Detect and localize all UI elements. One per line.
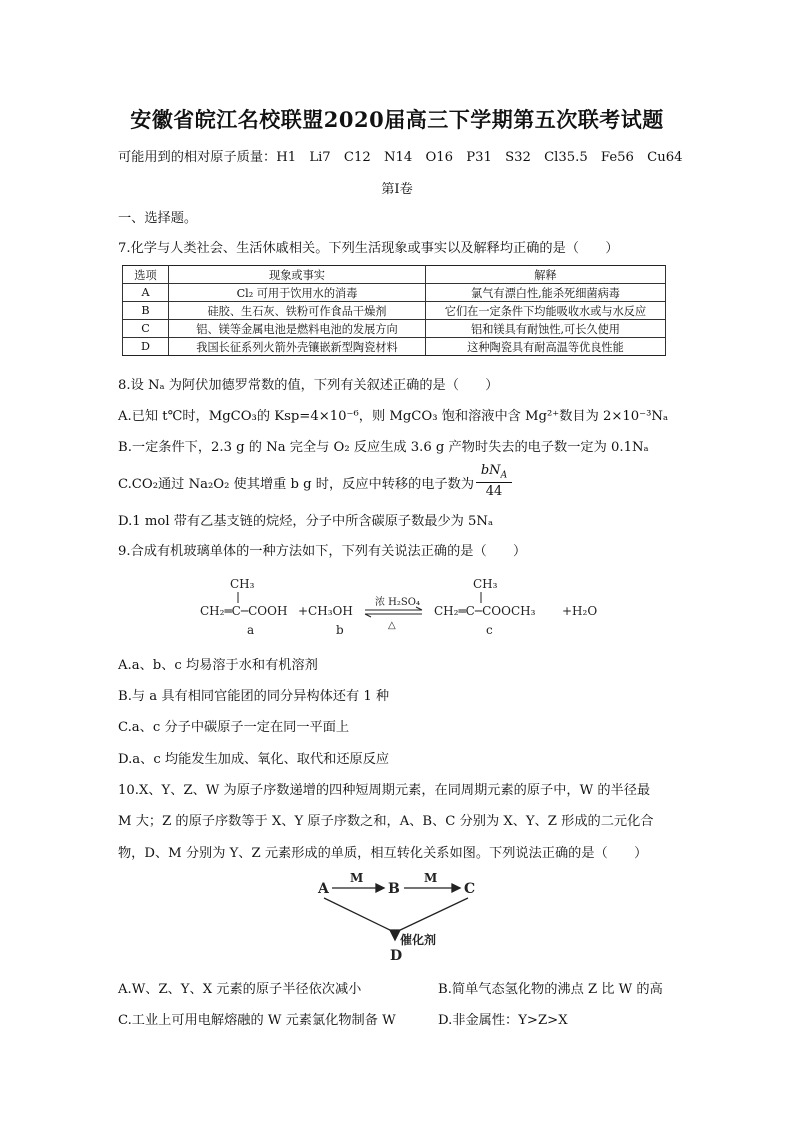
table-header-phenomenon: 现象或事实 bbox=[169, 266, 426, 284]
q9-option-c: C.a、c 分子中碳原子一定在同一平面上 bbox=[118, 720, 350, 735]
q10-option-d: D.非金属性：Y>Z>X bbox=[438, 1013, 568, 1028]
line-c-d bbox=[396, 898, 468, 932]
methyl-label-c: CH₃ bbox=[473, 577, 498, 591]
condition-bottom: △ bbox=[388, 620, 396, 631]
table-header-option: 选项 bbox=[123, 266, 169, 284]
q9-option-d: D.a、c 均能发生加成、氧化、取代和还原反应 bbox=[118, 752, 390, 767]
catalyst-label: 催化剂 bbox=[400, 933, 437, 947]
section-heading: 一、选择题。 bbox=[118, 211, 198, 226]
table-cell: 硅胶、生石灰、铁粉可作食品干燥剂 bbox=[169, 302, 426, 320]
q9-option-a: A.a、b、c 均易溶于水和有机溶剂 bbox=[118, 658, 318, 673]
label-b: b bbox=[336, 623, 344, 637]
table-header-explanation: 解释 bbox=[426, 266, 666, 284]
table-row bbox=[123, 320, 666, 338]
q10-option-c: C.工业上可用电解熔融的 W 元素氯化物制备 W bbox=[118, 1013, 396, 1028]
arrowhead-d bbox=[390, 930, 400, 940]
q7-stem: 7.化学与人类社会、生活休戚相关。下列生活现象或事实以及解释均正确的是（ ） bbox=[118, 241, 619, 256]
atomic-masses: 可能用到的相对原子质量：H1 Li7 C12 N14 O16 P31 S32 Cl35.5 Fe56 Cu64 bbox=[118, 150, 683, 165]
q7-table bbox=[122, 265, 666, 356]
conversion-diagram bbox=[310, 868, 490, 968]
node-a: A bbox=[318, 881, 329, 897]
table-cell: B bbox=[123, 302, 169, 320]
q9-stem: 9.合成有机玻璃单体的一种方法如下，下列有关说法正确的是（ ） bbox=[118, 544, 527, 559]
table-cell: 铝、镁等金属电池是燃料电池的发展方向 bbox=[169, 320, 426, 338]
q10-stem-line1: 10.X、Y、Z、W 为原子序数递增的四种短周期元素，在同周期元素的原子中，W 的半径最 bbox=[118, 783, 651, 798]
q8-option-c: C.CO₂通过 Na₂O₂ 使其增重 b g 时，反应中转移的电子数为 bbox=[118, 477, 475, 492]
q8-option-d: D.1 mol 带有乙基支链的烷烃，分子中所含碳原子数最少为 5Nₐ bbox=[118, 514, 494, 529]
compound-a: CH₂═C─COOH bbox=[200, 604, 288, 618]
q8-option-b: B.一定条件下，2.3 g 的 Na 完全与 O₂ 反应生成 3.6 g 产物时失去的电子数一定为 0.1Nₐ bbox=[118, 440, 649, 455]
node-c: C bbox=[464, 881, 476, 897]
table-cell: 氯气有漂白性,能杀死细菌病毒 bbox=[426, 284, 666, 302]
arrow-label-m2: M bbox=[424, 871, 438, 885]
line-a-d bbox=[324, 898, 394, 932]
q8-stem: 8.设 Nₐ 为阿伏加德罗常数的值，下列有关叙述正确的是（ ） bbox=[118, 378, 499, 393]
compound-b: +CH₃OH bbox=[298, 604, 353, 618]
page-title: 安徽省皖江名校联盟2020届高三下学期第五次联考试题 bbox=[130, 107, 664, 132]
arrowhead bbox=[376, 884, 384, 892]
compound-c: CH₂═C─COOCH₃ bbox=[434, 604, 536, 618]
arrow-label-m1: M bbox=[350, 871, 364, 885]
table-header-row bbox=[123, 266, 666, 284]
fraction-numerator: $bN_A$ bbox=[476, 463, 512, 483]
table-cell: 我国长征系列火箭外壳镶嵌新型陶瓷材料 bbox=[169, 338, 426, 356]
node-d: D bbox=[390, 948, 403, 964]
q10-stem-line3: 物，D、M 分别为 Y、Z 元素形成的单质，相互转化关系如图。下列说法正确的是（ ） bbox=[118, 846, 648, 861]
label-a: a bbox=[247, 623, 255, 637]
methyl-label-a: CH₃ bbox=[230, 577, 255, 591]
table-row bbox=[123, 338, 666, 356]
node-b: B bbox=[388, 881, 400, 897]
arrowhead bbox=[452, 884, 460, 892]
q10-option-b: B.简单气态氢化物的沸点 Z 比 W 的高 bbox=[438, 982, 663, 997]
table-cell: C bbox=[123, 320, 169, 338]
table-row bbox=[123, 302, 666, 320]
label-c: c bbox=[486, 623, 493, 637]
table-cell: A bbox=[123, 284, 169, 302]
q8-fraction bbox=[476, 463, 512, 499]
q10-option-a: A.W、Z、Y、X 元素的原子半径依次减小 bbox=[118, 982, 362, 997]
condition-top: 浓 H₂SO₄ bbox=[375, 597, 420, 608]
table-cell: 这种陶瓷具有耐高温等优良性能 bbox=[426, 338, 666, 356]
q9-option-b: B.与 a 具有相同官能团的同分异构体还有 1 种 bbox=[118, 689, 390, 704]
table-cell: D bbox=[123, 338, 169, 356]
volume-heading: 第Ⅰ卷 bbox=[381, 182, 413, 197]
table-cell: 铝和镁具有耐蚀性,可长久使用 bbox=[426, 320, 666, 338]
fraction-denominator: 44 bbox=[485, 483, 503, 499]
reaction-equation bbox=[190, 572, 620, 644]
table-row bbox=[123, 284, 666, 302]
table-cell: Cl₂ 可用于饮用水的消毒 bbox=[169, 284, 426, 302]
table-cell: 它们在一定条件下均能吸收水或与水反应 bbox=[426, 302, 666, 320]
water: +H₂O bbox=[562, 604, 598, 618]
q10-stem-line2: M 大；Z 的原子序数等于 X、Y 原子序数之和，A、B、C 分别为 X、Y、Z 形成的二元化合 bbox=[118, 814, 654, 829]
q8-option-a: A.已知 t℃时，MgCO₃的 Ksp=4×10⁻⁶，则 MgCO₃ 饱和溶液中含 Mg²⁺数目为 2×10⁻³Nₐ bbox=[118, 409, 669, 424]
